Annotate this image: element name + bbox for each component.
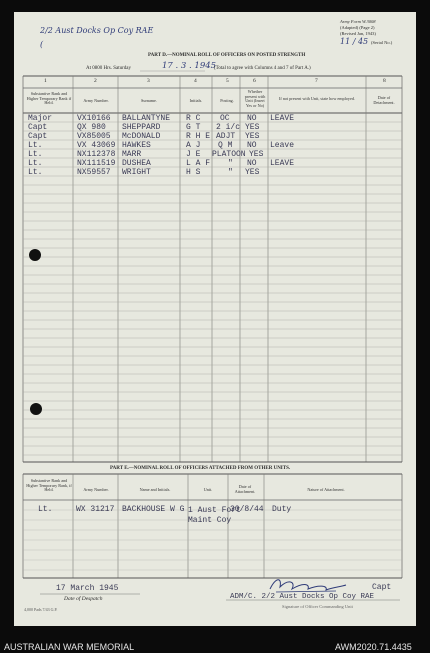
unit-cell: 1 Aust Fort Maint Coy — [188, 506, 241, 525]
despatch-label: Date of Despatch — [64, 596, 103, 602]
part-e-header-number: Army Number. — [83, 487, 109, 492]
army-number-cell: VX 43069 — [77, 141, 116, 150]
rank-cell: Capt — [28, 132, 48, 141]
col-number: 4 — [194, 78, 197, 84]
posting-cell: ADJT — [216, 132, 236, 141]
posting-cell: " — [228, 159, 233, 168]
signature-scrawl — [266, 575, 348, 595]
col-header-rank: Substantive Rank and Higher Temporary Rank if Held. — [26, 91, 72, 106]
surname-cell: DUSHEA — [122, 159, 151, 168]
rank-cell: Lt. — [38, 505, 53, 514]
rank-cell: Lt. — [28, 141, 43, 150]
col-header-detachment: Date of Detachment. — [373, 95, 395, 105]
date-cell: 30/8/44 — [230, 505, 264, 514]
army-number-cell: VX10166 — [77, 114, 111, 123]
col-header-employed: If not present with Unit, state how employed. — [279, 96, 355, 101]
form-line-3: (Revised Jan, 1943) — [340, 31, 376, 36]
initials-cell: R H E — [186, 132, 211, 141]
part-e-header-date: Date of Attachment. — [234, 484, 256, 494]
signatory-line: ADM/C. 2/2 Aust Docks Op Coy RAE — [230, 593, 375, 601]
col-header-army-number: Army Number. — [83, 98, 109, 103]
surname-cell: MARR — [122, 150, 142, 159]
col-number: 8 — [383, 78, 386, 84]
col-header-initials: Initials. — [189, 98, 203, 103]
serial-number: 11 / 45 — [340, 37, 369, 46]
army-number-cell: QX 980 — [77, 123, 106, 132]
present-cell: YES — [245, 123, 260, 132]
part-e-header-rank: Substantive Rank and Higher Temporary Rank, if Held. — [26, 478, 72, 493]
posting-cell: 2 i/c — [216, 123, 241, 132]
archive-name: AUSTRALIAN WAR MEMORIAL — [4, 642, 135, 652]
surname-cell: SHEPPARD — [122, 123, 161, 132]
print-code: 4,000 Pads 7/43 G.P. — [24, 607, 58, 612]
army-number-cell: WX 31217 — [76, 505, 115, 514]
col-number: 5 — [226, 78, 229, 84]
present-cell: YES — [245, 132, 260, 141]
initials-cell: L A F — [186, 159, 211, 168]
signatory-caption: Signature of Officer Commanding Unit — [282, 604, 353, 609]
unit-name: 2/2 Aust Docks Op Coy RAE — [40, 26, 154, 35]
signature-rank: Capt — [372, 583, 392, 592]
rank-cell: Major — [28, 114, 53, 123]
col-number: 2 — [94, 78, 97, 84]
surname-cell: McDONALD — [122, 132, 161, 141]
rank-cell: Lt. — [28, 159, 43, 168]
employed-cell: LEAVE — [270, 114, 295, 123]
punch-hole — [30, 403, 42, 415]
at-time-label: At 0800 Hrs. Saturday — [86, 66, 131, 71]
signature — [266, 575, 348, 595]
present-cell: YES — [249, 150, 264, 159]
initials-cell: H S — [186, 168, 201, 177]
posting-cell: Q M — [218, 141, 233, 150]
despatch-date: 17 March 1945 — [56, 584, 119, 593]
nature-cell: Duty — [272, 505, 292, 514]
army-number-cell: NX111519 — [77, 159, 116, 168]
col-number: 1 — [44, 78, 47, 84]
present-cell: NO — [247, 141, 257, 150]
total-note: (Total to agree with Columns 4 and 7 of Part A.) — [214, 66, 311, 71]
present-cell: NO — [247, 114, 257, 123]
present-cell: YES — [245, 168, 260, 177]
rank-cell: Lt. — [28, 168, 43, 177]
form-line-1: Army Form W.3008 — [340, 19, 376, 24]
army-number-cell: NX112378 — [77, 150, 116, 159]
initials-cell: R C — [186, 114, 201, 123]
rank-cell: Lt. — [28, 150, 43, 159]
army-number-cell: NX59557 — [77, 168, 111, 177]
col-header-present: Whether present with Unit (Insert Yes or No) — [244, 89, 266, 108]
posting-cell: " — [228, 168, 233, 177]
army-number-cell: VX85005 — [77, 132, 111, 141]
pencil-mark: ( — [40, 40, 44, 49]
rank-cell: Capt — [28, 123, 48, 132]
surname-cell: BALLANTYNE — [122, 114, 171, 123]
col-number: 6 — [253, 78, 256, 84]
name-cell: BACKHOUSE W G — [122, 505, 185, 514]
surname-cell: HAWKES — [122, 141, 151, 150]
surname-cell: WRIGHT — [122, 168, 151, 177]
employed-cell: Leave — [270, 141, 295, 150]
initials-cell: A J — [186, 141, 201, 150]
col-number: 7 — [315, 78, 318, 84]
posting-cell: OC — [220, 114, 230, 123]
present-cell: NO — [247, 159, 257, 168]
form-line-2: (Adapted) (Page 2) — [340, 25, 375, 30]
serial-label: (Serial No.) — [371, 40, 393, 45]
col-header-posting: Posting. — [220, 98, 234, 103]
part-d-title: PART D.—NOMINAL ROLL OF OFFICERS ON POSTED STRENGTH — [148, 53, 306, 58]
initials-cell: J E — [186, 150, 201, 159]
part-e-header-name: Name and Initials. — [139, 487, 171, 492]
roll-date: 17 . 3 . 1945 — [162, 61, 217, 71]
employed-cell: LEAVE — [270, 159, 295, 168]
col-number: 3 — [147, 78, 150, 84]
posting-cell: PLATOON — [212, 150, 246, 159]
part-e-header-nature: Nature of Attachment. — [307, 487, 345, 492]
part-e-header-unit: Unit. — [203, 487, 213, 492]
punch-hole — [29, 249, 41, 261]
col-header-surname: Surname. — [141, 98, 157, 103]
part-e-title: PART E.—NOMINAL ROLL OF OFFICERS ATTACHED FROM OTHER UNITS. — [110, 466, 291, 471]
initials-cell: G T — [186, 123, 201, 132]
archive-reference: AWM2020.71.4435 — [335, 642, 412, 652]
